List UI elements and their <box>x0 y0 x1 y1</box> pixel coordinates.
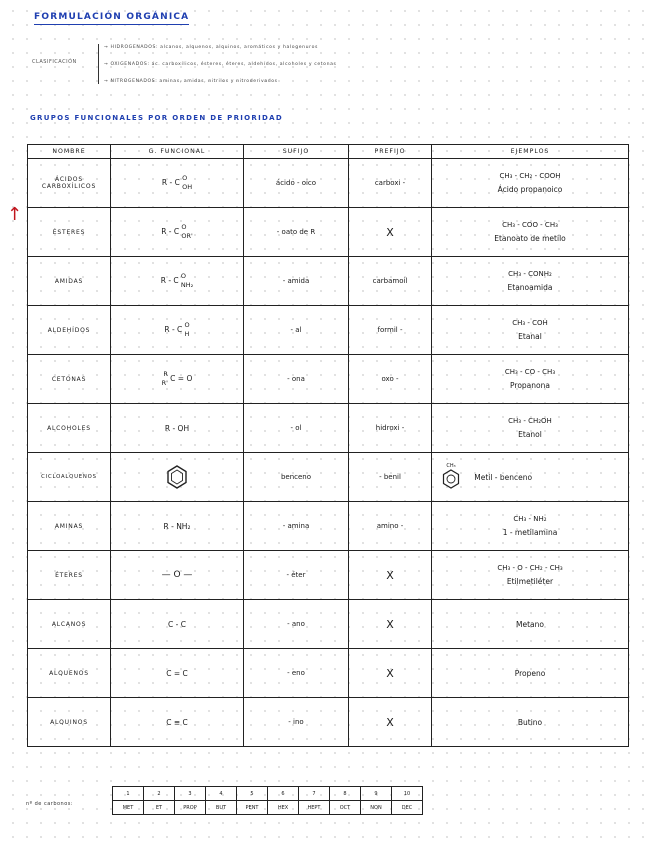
table-row <box>28 404 629 453</box>
cell-nombre: ALQUINOS <box>28 698 111 747</box>
cell-grupo: C - C <box>111 600 244 649</box>
ejemplo-nombre: Etanoamida <box>507 283 553 292</box>
cell-grupo: — O — <box>111 551 244 600</box>
carbon-prefix: PROP <box>175 801 206 815</box>
cell-ejemplo <box>432 551 629 600</box>
cell-sufijo: - al <box>244 306 349 355</box>
cell-sufijo: - amida <box>244 257 349 306</box>
page-title: FORMULACIÓN ORGÁNICA <box>34 12 189 25</box>
carbon-number: 2 <box>144 787 175 801</box>
carbon-prefix: BUT <box>206 801 237 815</box>
cell-nombre: CICLOALQUENOS <box>28 453 111 502</box>
table-row <box>28 502 629 551</box>
cell-nombre: ALCANOS <box>28 600 111 649</box>
cell-sufijo: - oato de R <box>244 208 349 257</box>
grupo-bottom: OR' <box>181 232 193 240</box>
cell-ejemplo <box>432 159 629 208</box>
carbon-prefix: PENT <box>237 801 268 815</box>
grupo-bottom: H <box>184 330 190 338</box>
cell-grupo: C = C <box>111 649 244 698</box>
table-row <box>28 257 629 306</box>
cell-sufijo: - ol <box>244 404 349 453</box>
carbon-number: 5 <box>237 787 268 801</box>
carbon-prefix-table <box>112 786 423 815</box>
carbon-prefix-row <box>113 801 423 815</box>
cell-grupo: R - OH <box>111 404 244 453</box>
ejemplo-nombre: Etanol <box>518 430 542 439</box>
header-sufijo: SUFIJO <box>244 145 349 159</box>
grupo-main: R - C <box>161 178 180 187</box>
clasificacion-item-nitrogenados: → NITROGENADOS: aminas, amidas, nitrilos y nitroderivados <box>104 79 278 84</box>
priority-arrow-icon: ↑ <box>7 204 23 225</box>
cell-grupo: R - NH₂ <box>111 502 244 551</box>
carbon-prefix: NON <box>361 801 392 815</box>
grupo-main: R - C <box>161 227 180 236</box>
cell-prefijo: carbamoil <box>349 257 432 306</box>
carbon-number: 9 <box>361 787 392 801</box>
cell-grupo <box>111 208 244 257</box>
carbon-number: 3 <box>175 787 206 801</box>
carbon-number-row <box>113 787 423 801</box>
cell-grupo <box>111 159 244 208</box>
cell-prefijo: hidroxi - <box>349 404 432 453</box>
grupo-top: O <box>181 223 187 231</box>
ejemplo-formula: CH₃ - CO - CH₃ <box>504 368 556 376</box>
carbon-number: 6 <box>268 787 299 801</box>
section-subtitle: GRUPOS FUNCIONALES POR ORDEN DE PRIORIDAD <box>30 114 283 122</box>
cell-sufijo: - eno <box>244 649 349 698</box>
grupo-main: C = O <box>170 374 193 383</box>
table-header-row <box>28 145 629 159</box>
clasificacion-item-oxigenados: → OXIGENADOS: ác. carboxílicos, ésteres, éteres, aldehídos, alcoholes y cetonas <box>104 62 337 67</box>
cell-ejemplo <box>432 404 629 453</box>
cell-nombre: AMIDAS <box>28 257 111 306</box>
cell-sufijo: - ona <box>244 355 349 404</box>
ejemplo-nombre: Etilmetiléter <box>506 577 554 586</box>
cell-prefijo: X <box>349 600 432 649</box>
table-row <box>28 551 629 600</box>
ejemplo-nombre: Propanona <box>510 381 550 390</box>
ejemplo-formula: CH₃ - COH <box>512 319 548 327</box>
cell-ejemplo <box>432 257 629 306</box>
cell-prefijo: X <box>349 649 432 698</box>
cell-ejemplo <box>432 306 629 355</box>
table-row <box>28 698 629 747</box>
table-row <box>28 600 629 649</box>
carbon-number: 7 <box>299 787 330 801</box>
cell-ejemplo <box>432 502 629 551</box>
table-row <box>28 355 629 404</box>
cell-sufijo: - ino <box>244 698 349 747</box>
ejemplo-nombre: Metil - benceno <box>474 472 533 482</box>
grupo-top: R <box>163 370 168 378</box>
cell-nombre: ALDEHÍDOS <box>28 306 111 355</box>
cell-grupo <box>111 453 244 502</box>
benzene-ring-icon <box>442 469 460 489</box>
grupo-main: R - C <box>164 325 183 334</box>
table-row <box>28 159 629 208</box>
grupo-top: O <box>180 272 187 280</box>
grupo-main: R - C <box>160 276 179 285</box>
ejemplo-nombre: Etanal <box>518 332 542 341</box>
carbon-prefix: MET <box>113 801 144 815</box>
cell-prefijo: carboxi - <box>349 159 432 208</box>
carbon-prefix: HEPT <box>299 801 330 815</box>
carbon-prefix: HEX <box>268 801 299 815</box>
ejemplo-nombre: Etanoato de metilo <box>494 234 566 243</box>
cell-ejemplo <box>432 208 629 257</box>
cell-sufijo: benceno <box>244 453 349 502</box>
ejemplo-nombre: 1 - metilamina <box>502 528 558 537</box>
cell-nombre: CETONAS <box>28 355 111 404</box>
carbon-count-label: nº de carbonos: <box>26 801 74 807</box>
header-grupo: G. FUNCIONAL <box>111 145 244 159</box>
cell-nombre: ÁCIDOS CARBOXÍLICOS <box>28 159 111 208</box>
carbon-number: 10 <box>392 787 423 801</box>
carbon-number: 8 <box>330 787 361 801</box>
ejemplo-nombre: Ácido propanoico <box>497 185 563 194</box>
ejemplo-formula: CH₃ - CH₂OH <box>508 417 552 425</box>
cell-nombre: ÉTERES <box>28 551 111 600</box>
grupo-bottom: OH <box>182 183 193 191</box>
header-ejemplos: EJEMPLOS <box>432 145 629 159</box>
carbon-prefix: DEC <box>392 801 423 815</box>
cell-sufijo: ácido - oico <box>244 159 349 208</box>
cell-nombre: ÉSTERES <box>28 208 111 257</box>
cell-nombre: ALCOHOLES <box>28 404 111 453</box>
cell-ejemplo <box>432 453 629 502</box>
cell-grupo <box>111 306 244 355</box>
cell-ejemplo: Butino <box>432 698 629 747</box>
cell-grupo <box>111 257 244 306</box>
table-row <box>28 306 629 355</box>
carbon-prefix: ET <box>144 801 175 815</box>
cell-prefijo: amino - <box>349 502 432 551</box>
cell-ejemplo: Metano <box>432 600 629 649</box>
ejemplo-formula: CH₃ - CH₂ - COOH <box>499 172 561 180</box>
carbon-number: 1 <box>113 787 144 801</box>
cell-sufijo: - ano <box>244 600 349 649</box>
grupo-top: O <box>182 174 188 182</box>
ejemplo-substituent: CH₃ <box>446 463 456 469</box>
table-row <box>28 649 629 698</box>
cell-sufijo: - éter <box>244 551 349 600</box>
header-nombre: NOMBRE <box>28 145 111 159</box>
functional-groups-table <box>27 144 629 747</box>
table-row <box>28 453 629 502</box>
cell-ejemplo: Propeno <box>432 649 629 698</box>
cell-nombre: ALQUENOS <box>28 649 111 698</box>
table-row <box>28 208 629 257</box>
cell-sufijo: - amina <box>244 502 349 551</box>
grupo-bottom: NH₂ <box>180 281 194 289</box>
clasificacion-label: CLASIFICACIÓN <box>32 59 77 65</box>
carbon-prefix: OCT <box>330 801 361 815</box>
cell-ejemplo <box>432 355 629 404</box>
cell-prefijo: formil - <box>349 306 432 355</box>
cell-prefijo: X <box>349 551 432 600</box>
grupo-bottom: R' <box>161 379 168 387</box>
cell-nombre: AMINAS <box>28 502 111 551</box>
ejemplo-formula: CH₃ - COO - CH₃ <box>502 221 558 229</box>
cell-prefijo: X <box>349 698 432 747</box>
cell-grupo <box>111 355 244 404</box>
clasificacion-item-hidrogenados: → HIDROGENADOS: alcanos, alquenos, alquinos, aromáticos y halogenuros <box>104 45 318 50</box>
cell-prefijo: X <box>349 208 432 257</box>
carbon-number: 4 <box>206 787 237 801</box>
cell-prefijo: oxo - <box>349 355 432 404</box>
grupo-top: O <box>184 321 190 329</box>
cell-grupo: C ≡ C <box>111 698 244 747</box>
header-prefijo: PREFIJO <box>349 145 432 159</box>
cell-prefijo: - benil <box>349 453 432 502</box>
benzene-ring-icon <box>166 465 188 489</box>
ejemplo-formula: CH₃ - CONH₂ <box>508 270 552 278</box>
ejemplo-formula: CH₃ - NH₂ <box>513 515 547 523</box>
ejemplo-formula: CH₃ - O - CH₂ - CH₃ <box>497 564 563 572</box>
